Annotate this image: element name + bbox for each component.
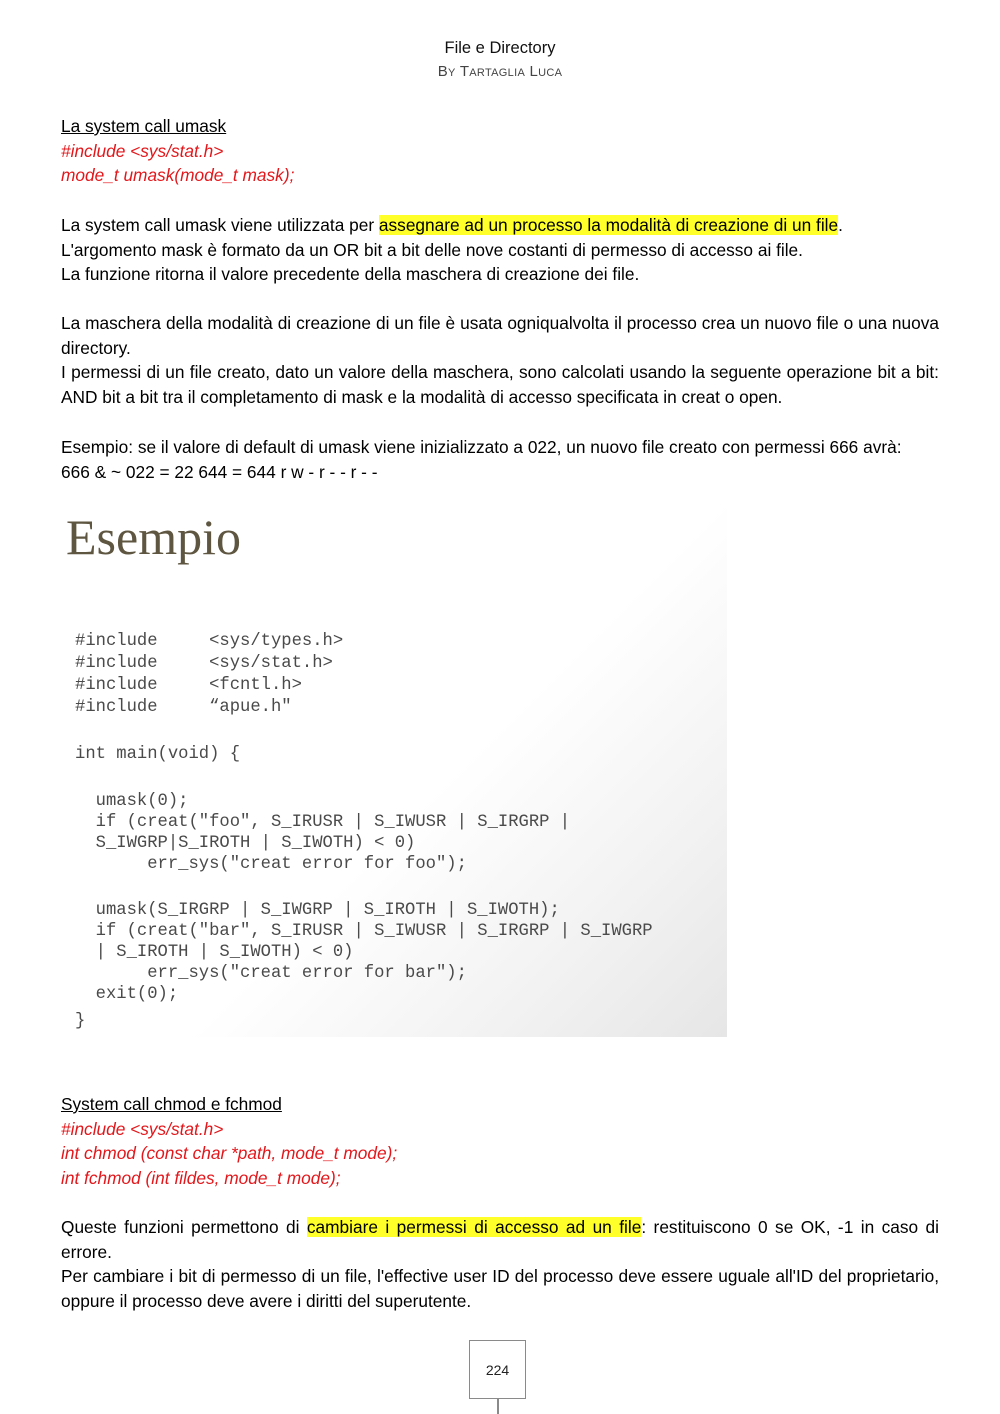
paragraph-chmod-purpose bbox=[61, 1215, 939, 1264]
code-closing-brace bbox=[75, 1011, 85, 1033]
code-line: umask(0); bbox=[75, 792, 189, 811]
page-number-connector bbox=[497, 1399, 499, 1414]
paragraph-permission-calc: I permessi di un file creato, dato un valore della maschera, sono calcolati usando la seguente operazione bit a bit: AND bit a bit tra il completamento di mask e la modalità di accesso specificata in creat o open. bbox=[61, 362, 939, 407]
paragraph-mask-usage: La maschera della modalità di creazione di un file è usata ogniqualvolta il processo crea un nuovo file o una nuova directory. bbox=[61, 313, 939, 358]
highlighted-text: assegnare ad un processo la modalità di creazione di un file bbox=[378, 215, 839, 235]
code-foo-block bbox=[75, 791, 570, 875]
slide-title: Esempio bbox=[66, 509, 241, 565]
code-include-block bbox=[75, 631, 343, 719]
text: : restituiscono 0 se OK, -1 in caso di errore. bbox=[61, 1217, 940, 1262]
fchmod-prototype-line: int fchmod (int fildes, mode_t mode); bbox=[61, 1167, 341, 1188]
paragraph-umask-purpose bbox=[61, 213, 939, 238]
header-author: By Tartaglia Luca bbox=[437, 63, 563, 80]
umask-description bbox=[61, 213, 939, 287]
chmod-description bbox=[61, 1215, 939, 1313]
code-line: } bbox=[75, 1012, 86, 1031]
paragraph-chmod-permissions: Per cambiare i bit di permesso di un file, l'effective user ID del processo deve essere uguale all'ID del proprietario, oppure il processo deve avere i diritti del superutente. bbox=[61, 1266, 939, 1311]
paragraph-example-calc: 666 & ~ 022 = 22 644 = 644 r w - r - - r - - bbox=[61, 461, 378, 482]
example-slide-image bbox=[61, 508, 727, 1037]
paragraph-example: Esempio: se il valore di default di umask viene inizializzato a 022, un nuovo file creato con permessi 666 avrà: bbox=[61, 437, 902, 457]
code-line: #include <sys/stat.h> bbox=[75, 654, 333, 673]
mask-explanation bbox=[61, 311, 939, 409]
code-line: S_IWGRP|S_IROTH | S_IWOTH) < 0) bbox=[75, 834, 416, 853]
header-title: File e Directory bbox=[444, 39, 556, 57]
code-line: | S_IROTH | S_IWOTH) < 0) bbox=[75, 943, 354, 962]
paragraph-return-value: La funzione ritorna il valore precedente della maschera di creazione dei file. bbox=[61, 264, 640, 285]
section-heading-umask: La system call umask bbox=[61, 116, 227, 136]
code-main-signature bbox=[75, 744, 240, 766]
text: Queste funzioni permettono di bbox=[61, 1217, 307, 1237]
umask-include-line: #include <sys/stat.h> bbox=[61, 140, 224, 161]
chmod-section bbox=[61, 1092, 939, 1190]
example-text bbox=[61, 435, 939, 484]
code-line: exit(0); bbox=[75, 985, 179, 1004]
code-bar-block bbox=[75, 900, 653, 1005]
text: La system call umask viene utilizzata per bbox=[61, 215, 379, 235]
paragraph-mask-argument: L'argomento mask è formato da un OR bit a bit delle nove costanti di permesso di accesso ai file. bbox=[61, 239, 803, 260]
chmod-prototype-line: int chmod (const char *path, mode_t mode); bbox=[61, 1143, 398, 1164]
code-line: umask(S_IRGRP | S_IWGRP | S_IROTH | S_IWOTH); bbox=[75, 901, 560, 920]
umask-prototype-line: mode_t umask(mode_t mask); bbox=[61, 165, 295, 186]
code-line: if (creat("foo", S_IRUSR | S_IWUSR | S_IRGRP | bbox=[75, 813, 571, 832]
code-line: if (creat("bar", S_IRUSR | S_IWUSR | S_IRGRP | S_IWGRP bbox=[75, 922, 653, 941]
code-line: #include “apue.h" bbox=[75, 698, 292, 717]
code-line: err_sys("creat error for foo"); bbox=[75, 855, 467, 874]
code-line: int main(void) { bbox=[75, 745, 241, 764]
text: . bbox=[838, 215, 843, 235]
chmod-include-line: #include <sys/stat.h> bbox=[61, 1118, 224, 1139]
highlighted-text: cambiare i permessi di accesso ad un file bbox=[306, 1217, 642, 1237]
section-heading-chmod: System call chmod e fchmod bbox=[61, 1094, 282, 1114]
code-line: #include <fcntl.h> bbox=[75, 676, 302, 695]
page-number: 224 bbox=[469, 1340, 526, 1399]
umask-section bbox=[61, 114, 939, 188]
code-line: err_sys("creat error for bar"); bbox=[75, 964, 467, 983]
code-line: #include <sys/types.h> bbox=[75, 632, 344, 651]
